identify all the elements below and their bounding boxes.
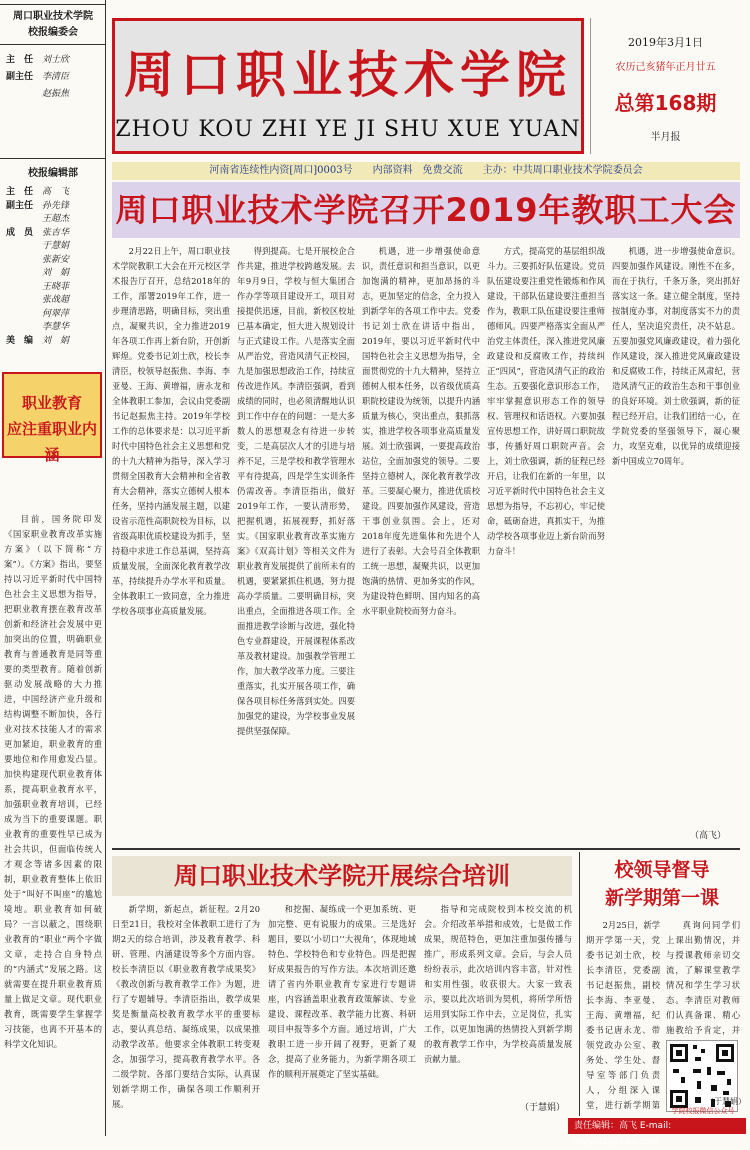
supervision-article-col-1: 2月25日，新学期开学第一天，党委书记刘士欣，校长李清臣，党委副书记赵振焦，副校长李海、李亚曼、王海、黄增福，纪委书记唐永龙、带领党政办公室、教务处、学生处、督导室等部门负责人，分组深入课堂，进行新学期第	[586, 920, 660, 1110]
role-names: 张吉华 于慧娟 张新安 刘 娟 王晓菲 张战超 何翠萍 李慧华	[42, 227, 70, 332]
role-label: 副主任	[6, 72, 34, 82]
lead-article-col-1: 2月22日上午，周口职业技术学院教职工大会在开元校区学术报告厅召开，总结2018年的工作，部署2019年工作，进一步理清思路，明确目标，突出重点，凝聚共识，全力推进2019年各项工作再上新台阶，开创新辉煌。党委书记刘士欣，校长李清臣，校领导赵振焦、李海、李亚曼、王海、黄增福，唐永龙和全体教职工参加，会议由党委副书记赵振焦主持。2019年学校工作的总体要求是：以习近平新时代中国特色社会主义思想和党的十九大精神为指导，深入学习贯彻全国教育大会精神和全省教育大会精神，落实立德树人根本任务，坚持内涵发展主题，以建设省示范性高职院校为目标，以省级高职优质校建设为抓手，坚持稳中求进工作总基调，坚持高质量发展，全面深化教育教学改革，持续提升办学水平和质量。全体教职工一致同意，全力推进学校各项事业高质量发展。	[112, 246, 230, 616]
training-article-author: （于慧娟）	[520, 1103, 566, 1113]
training-article-col-2: 和挖掘、凝练成一个更加系统、更加完整、更有说服力的成果。三是选好题目，要以‘小切口’‘大视角’，体现地域特色、学校特色和专业特色。四是把握好成果报告的写作方法。本次培训还邀请了省内外职业教育专家进行专题讲座，内容涵盖职业教育政策解读、专业建设、课程改革、教学能力比赛、科研项目申报等多个方面。通过培训，广大教职工进一步开阔了视野，更新了观念，提高了业务能力，为新学期各项工作的顺利开展奠定了坚实基础。	[268, 904, 416, 1079]
lunar-date: 农历己亥猪年正月廿五	[615, 62, 716, 73]
supervision-article-author: （于慧娟）	[706, 1097, 746, 1106]
editorial-dept-title: 校报编辑部	[28, 168, 78, 179]
issue-info	[590, 18, 740, 154]
issue-date: 2019年3月1日	[628, 36, 703, 49]
qr-caption: 学院校报微信公众号	[671, 1107, 735, 1115]
role-names: 孙先锋 王超杰	[42, 200, 70, 224]
lead-article-col-2: 得到提高。七是开展校企合作共建，推进学校跨越发展。去年9月9日，学校与恒大集团合作办学等项目建设开工，项目对接提供迅速，目前，新校区校址已基本确定，恒大进入规划设计与正式建设工作。八是落实全面从严治党，营造风清气正校园，九是加强思想政治工作，持续宣传改进作风。李清臣强调，看到成绩的同时，也必须清醒地认识到工作中存在的问题：一是大多数人的思想观念有待进一步转变，二是高层次人才的引进与培养不足，三是学校和教学管理水平有待提高，四是学生实训条件仍需改善。李清臣指出，做好2019年工作，一要认清形势，把握机遇，拓展视野，抓好落实。《国家职业教育改革实施方案》《双高计划》等相关文件为职业教育发展提供了前所未有的机遇，要紧紧抓住机遇，努力提高办学质量。二要明确目标，突出重点，全面推进各项工作。全面推进教学诊断与改进，强化特色专业群建设，开展课程体系改革及教材建设。加强教学管理工作，加大教学改革力度。三要注重落实，扎实开展各项工作，确保各项目标任务落到实处。四要加强党的建设，为学校事业发展提供坚强保障。	[237, 246, 355, 736]
editorial-board-list	[0, 52, 106, 103]
editorial-dept-list	[0, 186, 106, 348]
role-names: 刘士欣	[42, 55, 70, 65]
role-label: 美 编	[6, 335, 34, 346]
role-label: 主 任	[6, 55, 34, 65]
lead-article-col-4: 方式，提高党的基层组织战斗力。三要抓好队伍建设。党员队伍建设要注重党性锻炼和作风建设，干部队伍建设要注重担当作为，教职工队伍建设要注重师德师风。四要严格落实全面从严治党主体责任，深入推进党风廉政建设和反腐败工作，持续纠正“四风”，营造风清气正的政治生态。五要强化意识形态工作，牢牢掌握意识形态工作的领导权、管理权和话语权。六要加强宣传思想工作，讲好周口职院故事，传播好周口职院声音。会上，刘士欣强调，新的征程已经开启，让我们在新的一年里，以习近平新时代中国特色社会主义思想为指导，不忘初心，牢记使命，砥砺奋进，真抓实干，为推动学校各项事业迈上新台阶而努力奋斗！	[487, 246, 605, 556]
editorial-board-title: 周口职业技术学院 校报编委会	[0, 4, 106, 45]
feature-title: 职业教育 应注重职业内涵	[6, 394, 97, 464]
divider	[0, 158, 106, 159]
training-article-col-1: 新学期，新起点，新征程。2月20日至21日，我校对全体教职工进行了为期2天的综合培训，涉及教育教学、科研、管理、内涵建设等多个方面内容。校长李清臣以《职业教育教学成果奖》《教改创新与教育教学工作》为题，进行了专题辅导。李清臣指出，教学成果奖是衡量高校教育教学水平的重要标志，要认真总结、凝练成果，以成果推动教学改革。他要求全体教职工转变观念，加强学习，提高教育教学水平。各二级学院、各部门要结合实际，认真谋划新学期工作，确保各项工作顺利开展。	[112, 904, 260, 1109]
training-article-col-3: 指导和完成院校到本校交流的机会。介绍改革举措和成效，七是做工作成果，规范特色，更加注重加强传播与推广，形成系列文章。会后，与会人员纷纷表示，此次培训内容丰富，针对性和实用性强，收获很大。大家一致表示，要以此次培训为契机，将所学所悟运用到实际工作中去，立足岗位，扎实工作，以更加饱满的热情投入到新学期的教育教学工作中，为学校高质量发展贡献力量。	[424, 904, 572, 1064]
role-names: 李清臣 赵振焦	[42, 72, 70, 99]
role-label: 成 员	[6, 227, 34, 238]
role-names: 刘 娟	[42, 335, 70, 346]
role-names: 高 飞	[42, 187, 70, 197]
lead-article-author: （高飞）	[690, 831, 727, 841]
supervision-headline: 校领导督导 新学期第一课	[604, 859, 719, 909]
divider	[579, 852, 580, 1116]
lead-article-col-3: 机遇，进一步增强使命意识，责任意识和担当意识，以更加饱满的精神，更加昂扬的斗志，更加坚定的信念，全力投入到新学年的各项工作中去。党委书记刘士欣在讲话中指出，2019年，要以习近平新时代中国特色社会主义思想为指导，全面贯彻党的十九大精神，坚持立德树人根本任务，以省级优质高职院校建设为统领，以提升内涵质量为核心，突出重点，狠抓落实，推进学校各项事业高质量发展。刘士欣强调，一要提高政治站位，全面加强党的领导。二要坚持立德树人，深化教育教学改革。三要凝心聚力，推进优质校建设。四要加强作风建设，营造干事创业氛围。会上，还对2018年度先进集体和先进个人进行了表彰。大会号召全体教职工统一思想，凝聚共识，以更加饱满的热情、更加务实的作风，为建设特色鲜明、国内知名的高水平职业院校而努力奋斗。	[362, 246, 480, 616]
masthead-title: 周口职业技术学院	[124, 46, 572, 104]
masthead	[112, 18, 584, 154]
editor-footer: 责任编辑：高飞 E-mail: zkzyxcb@163.com	[568, 1118, 746, 1134]
lead-article-col-5: 机遇，进一步增强使命意识。四要加强作风建设。刚性不在多，而在于执行，千条万条，突出抓好落实这一条。建立健全制度，坚持按制度办事，对制度落实不力的责任人，坚决追究责任，决不姑息。五要加强党风廉政建设，着力强化作风建设，深入推进党风廉政建设和反腐败工作，持续正风肃纪，营造风清气正的政治生态和干事创业的良好环境。刘士欣强调，新的征程已经开启，让我们团结一心，在学院党委的坚强领导下，凝心聚力，攻坚克难，以优异的成绩迎接新中国成立70周年。	[612, 246, 740, 466]
role-label: 主 任	[6, 187, 34, 197]
supervision-article-col-2: 真询问同学们上课出勤情况，并与授课教师亲切交流，了解课堂教学情况和学生学习状态。李清臣对教师们认真备课、精心施教给予肯定，并	[666, 920, 740, 1035]
role-label: 副主任	[6, 200, 34, 211]
lead-headline: 周口职业技术学院召开2019年教职工大会	[112, 182, 740, 238]
feature-text: 目前，国务院印发《国家职业教育改革实施方案》（以下简称“方案”）。《方案》指出，要坚持以习近平新时代中国特色社会主义思想为指导，把职业教育摆在教育改革创新和经济社会发展中更加突出的位置，明确职业教育与普通教育是同等重要的类型教育。随着创新驱动发展战略的大力推进，中国经济产业升级和结构调整不断加快，各行业对技术技能人才的需求更加紧迫，职业教育的重要地位和作用愈发凸显。加快构建现代职业教育体系，提高职业教育水平，加强职业教育培训，已经成为当下的重要课题。职业教育的重要性早已成为社会共识，但面临传统人才观念等诸多因素的限制，职业教育整体上依旧处于“叫好不叫座”的尴尬境地。职业教育如何破局？一言以蔽之，围绕职业教育的“职业”两个字做文章，走持合自身特点的“内涵式”发展之路。这就需要在提升职业教育质量上做足文章。现代职业教育，既需要学生掌握学习技能，也离不开基本的科学文化知识。	[4, 514, 102, 1049]
training-headline: 周口职业技术学院开展综合培训	[112, 856, 572, 896]
issue-number: 总第168期	[614, 91, 717, 115]
masthead-pinyin: ZHOU KOU ZHI YE JI SHU XUE YUAN	[115, 117, 581, 142]
issue-frequency: 半月报	[650, 132, 681, 143]
divider	[112, 848, 740, 850]
feature-title-box	[2, 372, 102, 464]
sidebar	[0, 0, 106, 1136]
publication-info-bar: 河南省连续性内资[周口]0003号 内部资料 免费交流 主办：中共周口职业技术学院委员会	[112, 162, 740, 180]
